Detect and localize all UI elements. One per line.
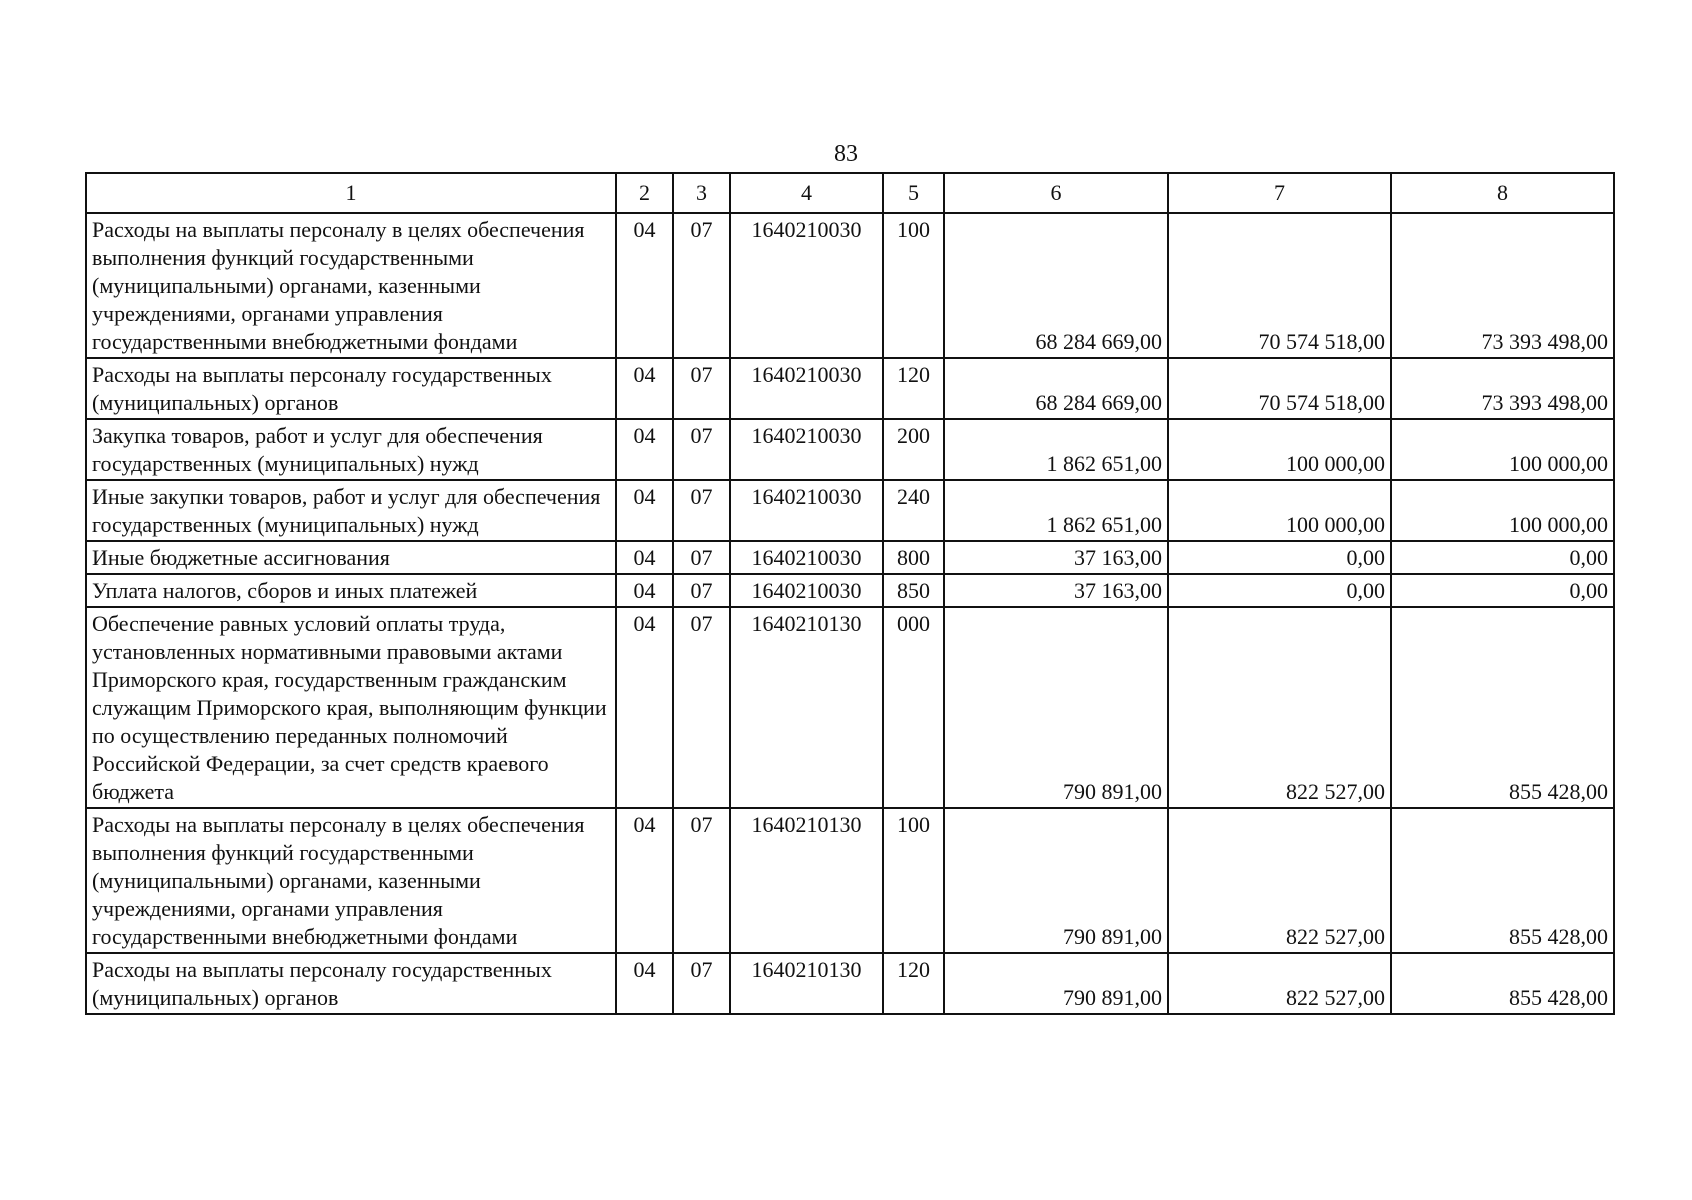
amount-col7-cell: 822 527,00 xyxy=(1168,607,1391,808)
amount-col7-cell: 70 574 518,00 xyxy=(1168,213,1391,358)
amount-col6-cell: 1 862 651,00 xyxy=(944,419,1168,480)
expense-type-cell: 240 xyxy=(883,480,944,541)
budget-table xyxy=(85,172,1615,1015)
expense-name-cell: Обеспечение равных условий оплаты труда, установленных нормативными правовыми актами Приморского края, государственным гражданским служащим Приморского края, выполняющим функции по осуществлению переданных полномочий Российской Федерации, за счет средств краевого бюджета xyxy=(86,607,616,808)
amount-col7-cell: 100 000,00 xyxy=(1168,480,1391,541)
expense-type-cell: 120 xyxy=(883,358,944,419)
subsection-code-cell: 07 xyxy=(673,358,730,419)
target-article-cell: 1640210130 xyxy=(730,953,883,1014)
section-code-cell: 04 xyxy=(616,213,673,358)
expense-name-cell: Уплата налогов, сборов и иных платежей xyxy=(86,574,616,607)
target-article-cell: 1640210130 xyxy=(730,808,883,953)
amount-col8-cell: 855 428,00 xyxy=(1391,607,1614,808)
amount-col7-cell: 0,00 xyxy=(1168,574,1391,607)
amount-col6-cell: 37 163,00 xyxy=(944,574,1168,607)
section-code-cell: 04 xyxy=(616,358,673,419)
column-header: 2 xyxy=(616,173,673,213)
amount-col8-cell: 0,00 xyxy=(1391,574,1614,607)
subsection-code-cell: 07 xyxy=(673,953,730,1014)
section-code-cell: 04 xyxy=(616,541,673,574)
expense-type-cell: 120 xyxy=(883,953,944,1014)
amount-col8-cell: 0,00 xyxy=(1391,541,1614,574)
amount-col8-cell: 73 393 498,00 xyxy=(1391,358,1614,419)
target-article-cell: 1640210030 xyxy=(730,480,883,541)
table-row xyxy=(86,574,1614,607)
amount-col8-cell: 73 393 498,00 xyxy=(1391,213,1614,358)
column-header: 4 xyxy=(730,173,883,213)
table-row xyxy=(86,419,1614,480)
page-number: 83 xyxy=(834,141,858,167)
target-article-cell: 1640210030 xyxy=(730,213,883,358)
column-header: 6 xyxy=(944,173,1168,213)
amount-col7-cell: 100 000,00 xyxy=(1168,419,1391,480)
target-article-cell: 1640210030 xyxy=(730,419,883,480)
amount-col7-cell: 70 574 518,00 xyxy=(1168,358,1391,419)
amount-col7-cell: 822 527,00 xyxy=(1168,808,1391,953)
amount-col8-cell: 855 428,00 xyxy=(1391,953,1614,1014)
section-code-cell: 04 xyxy=(616,808,673,953)
subsection-code-cell: 07 xyxy=(673,607,730,808)
target-article-cell: 1640210130 xyxy=(730,607,883,808)
expense-name-cell: Закупка товаров, работ и услуг для обеспечения государственных (муниципальных) нужд xyxy=(86,419,616,480)
section-code-cell: 04 xyxy=(616,953,673,1014)
table-row xyxy=(86,953,1614,1014)
amount-col6-cell: 37 163,00 xyxy=(944,541,1168,574)
amount-col6-cell: 1 862 651,00 xyxy=(944,480,1168,541)
expense-name-cell: Иные бюджетные ассигнования xyxy=(86,541,616,574)
table-row xyxy=(86,541,1614,574)
table-row xyxy=(86,358,1614,419)
amount-col8-cell: 100 000,00 xyxy=(1391,419,1614,480)
table-row xyxy=(86,808,1614,953)
section-code-cell: 04 xyxy=(616,480,673,541)
target-article-cell: 1640210030 xyxy=(730,358,883,419)
expense-name-cell: Расходы на выплаты персоналу государственных (муниципальных) органов xyxy=(86,358,616,419)
table-header-row xyxy=(86,173,1614,213)
expense-type-cell: 850 xyxy=(883,574,944,607)
table-row xyxy=(86,213,1614,358)
amount-col7-cell: 0,00 xyxy=(1168,541,1391,574)
amount-col7-cell: 822 527,00 xyxy=(1168,953,1391,1014)
subsection-code-cell: 07 xyxy=(673,574,730,607)
amount-col8-cell: 855 428,00 xyxy=(1391,808,1614,953)
column-header: 1 xyxy=(86,173,616,213)
column-header: 8 xyxy=(1391,173,1614,213)
amount-col6-cell: 790 891,00 xyxy=(944,953,1168,1014)
column-header: 7 xyxy=(1168,173,1391,213)
amount-col6-cell: 790 891,00 xyxy=(944,808,1168,953)
expense-type-cell: 200 xyxy=(883,419,944,480)
expense-name-cell: Расходы на выплаты персоналу государственных (муниципальных) органов xyxy=(86,953,616,1014)
table-row xyxy=(86,480,1614,541)
amount-col6-cell: 790 891,00 xyxy=(944,607,1168,808)
target-article-cell: 1640210030 xyxy=(730,574,883,607)
section-code-cell: 04 xyxy=(616,419,673,480)
amount-col8-cell: 100 000,00 xyxy=(1391,480,1614,541)
target-article-cell: 1640210030 xyxy=(730,541,883,574)
subsection-code-cell: 07 xyxy=(673,480,730,541)
table-row xyxy=(86,607,1614,808)
subsection-code-cell: 07 xyxy=(673,419,730,480)
expense-type-cell: 800 xyxy=(883,541,944,574)
subsection-code-cell: 07 xyxy=(673,541,730,574)
expense-type-cell: 100 xyxy=(883,808,944,953)
section-code-cell: 04 xyxy=(616,574,673,607)
expense-name-cell: Расходы на выплаты персоналу в целях обеспечения выполнения функций государственными (муниципальными) органами, казенными учреждениями, органами управления государственными внебюджетными фондами xyxy=(86,213,616,358)
subsection-code-cell: 07 xyxy=(673,213,730,358)
column-header: 3 xyxy=(673,173,730,213)
expense-name-cell: Расходы на выплаты персоналу в целях обеспечения выполнения функций государственными (муниципальными) органами, казенными учреждениями, органами управления государственными внебюджетными фондами xyxy=(86,808,616,953)
amount-col6-cell: 68 284 669,00 xyxy=(944,213,1168,358)
expense-name-cell: Иные закупки товаров, работ и услуг для обеспечения государственных (муниципальных) нужд xyxy=(86,480,616,541)
expense-type-cell: 100 xyxy=(883,213,944,358)
column-header: 5 xyxy=(883,173,944,213)
section-code-cell: 04 xyxy=(616,607,673,808)
amount-col6-cell: 68 284 669,00 xyxy=(944,358,1168,419)
subsection-code-cell: 07 xyxy=(673,808,730,953)
expense-type-cell: 000 xyxy=(883,607,944,808)
